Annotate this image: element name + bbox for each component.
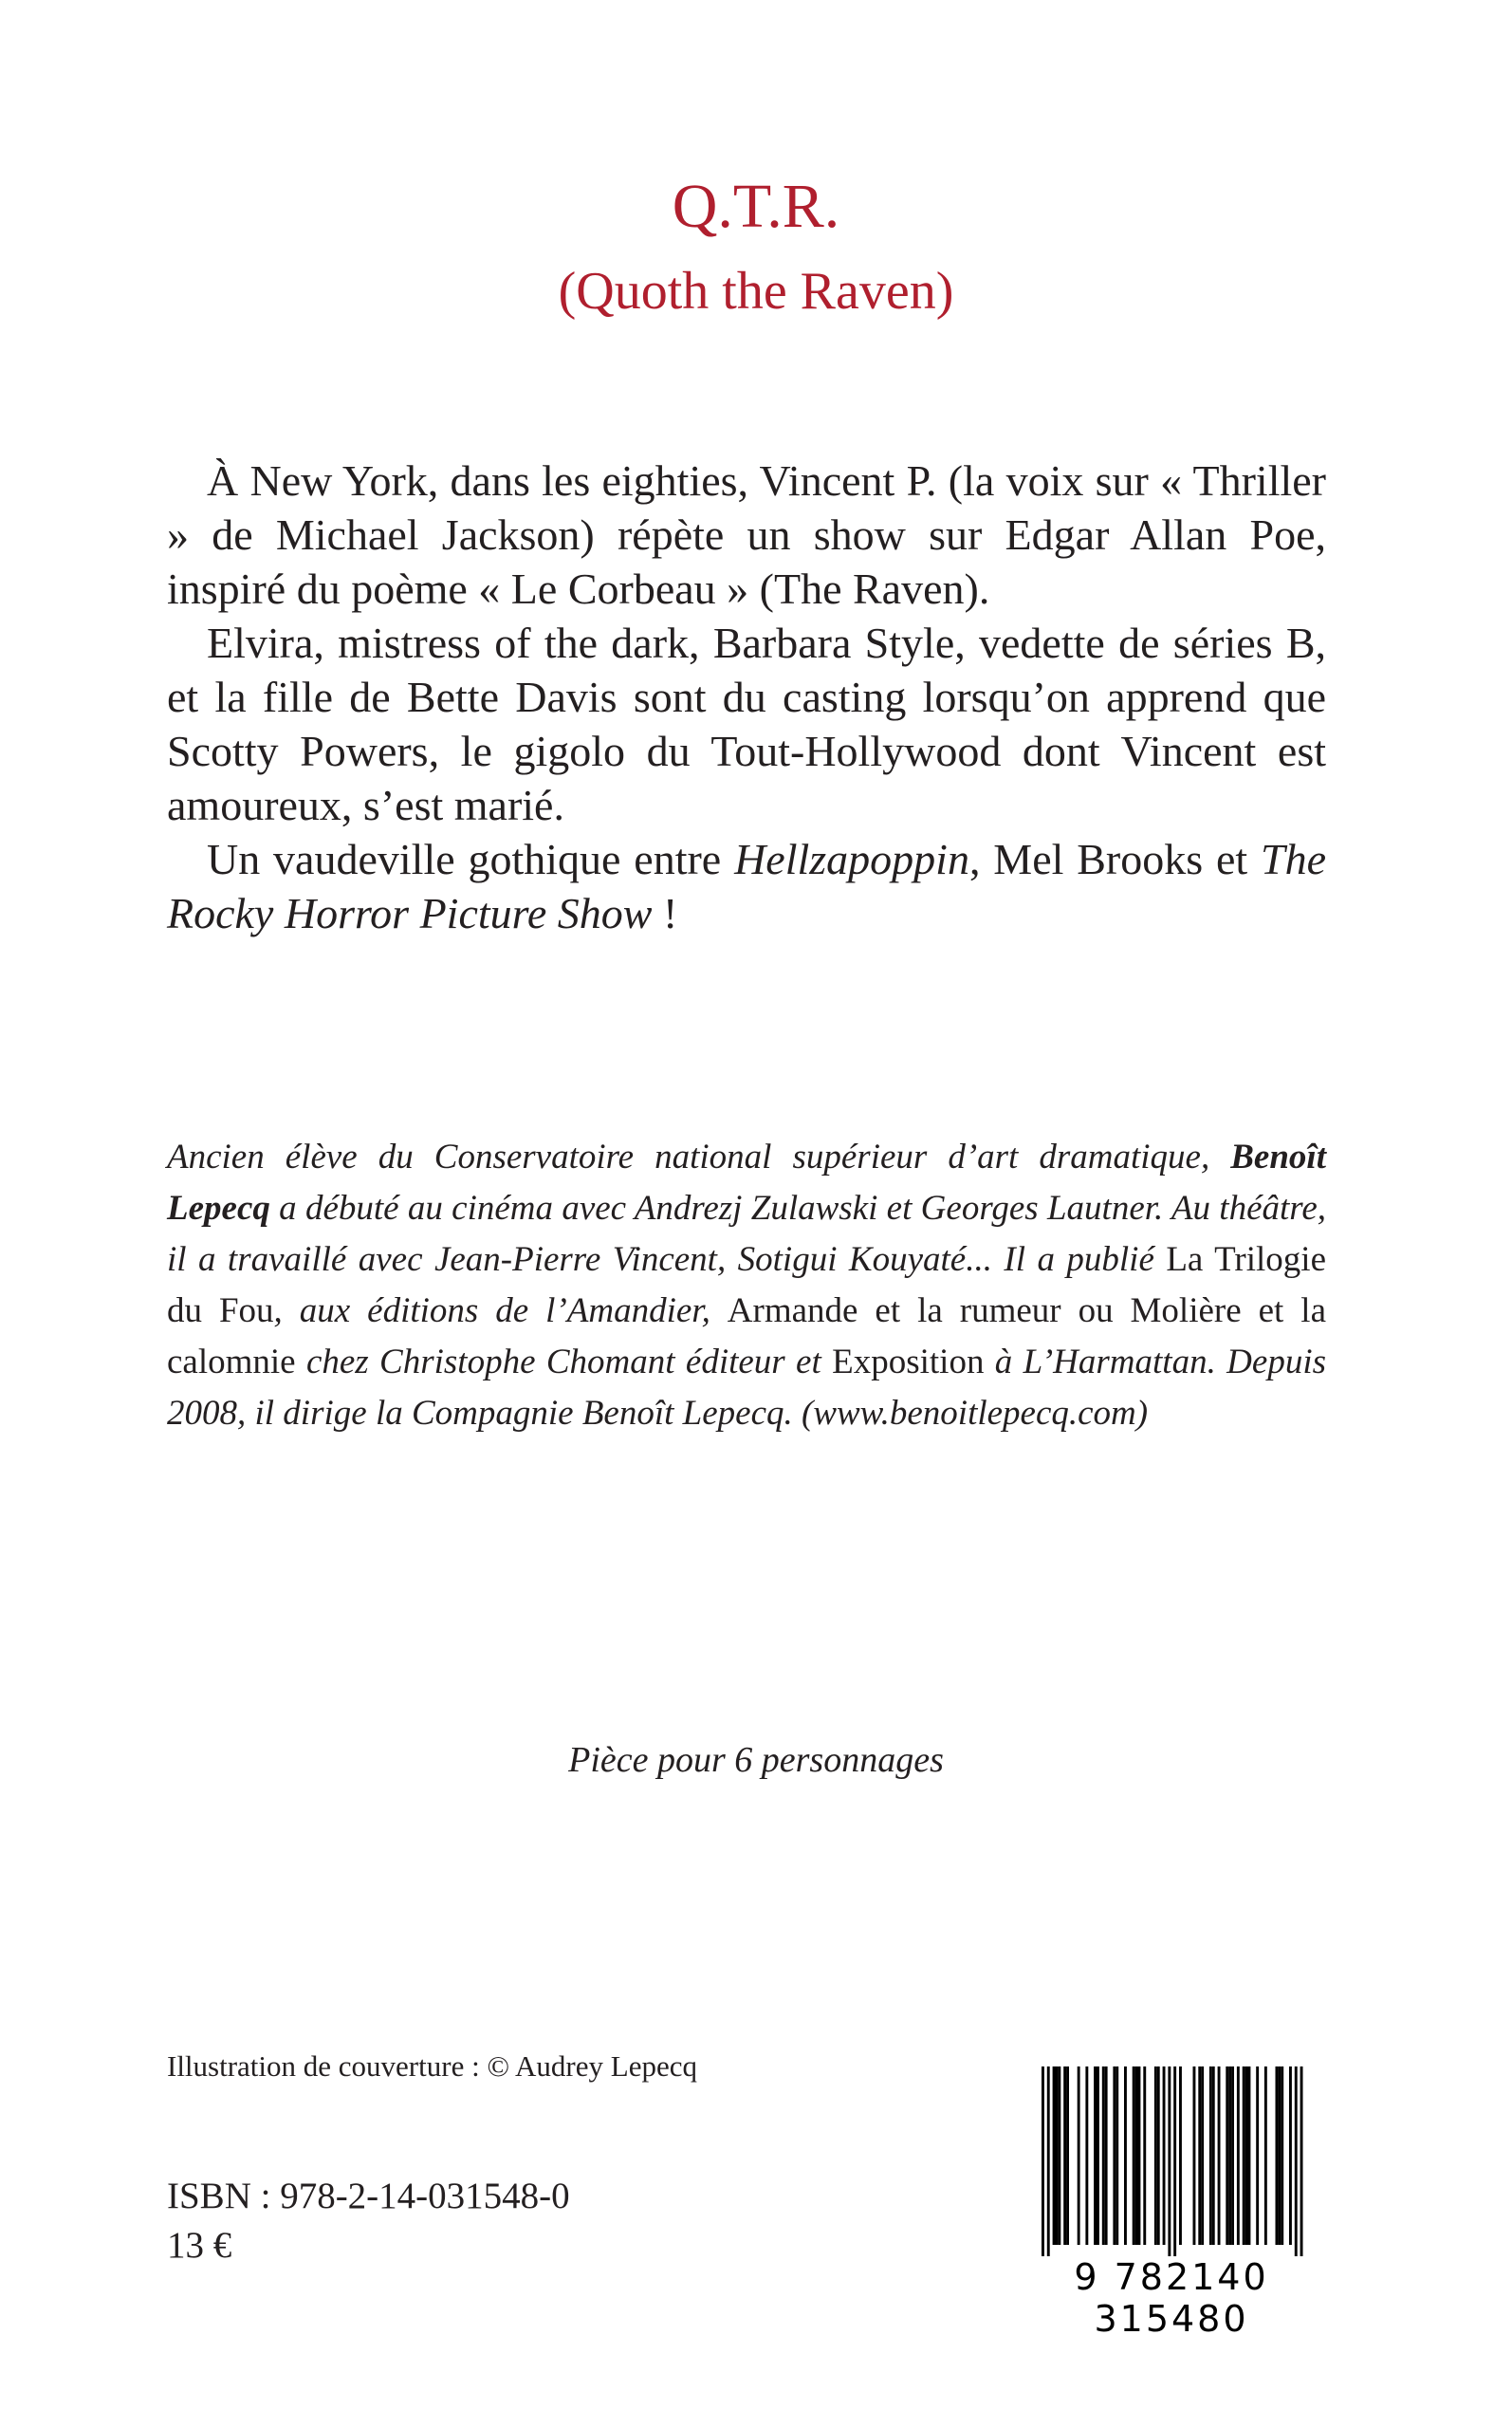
synopsis-paragraph-3	[167, 832, 1326, 940]
synopsis-text: , Mel Brooks et	[968, 835, 1261, 883]
synopsis-text: !	[652, 889, 678, 937]
barcode-bar	[1133, 2066, 1135, 2245]
barcode-bar	[1179, 2066, 1182, 2245]
isbn: ISBN : 978-2-14-031548-0	[167, 2176, 570, 2216]
author-name: Benoît Lepecq	[167, 1138, 1326, 1228]
bio-text: chez Christophe Chomant éditeur et	[295, 1343, 833, 1381]
barcode-bar	[1094, 2066, 1097, 2245]
synopsis	[167, 454, 1326, 940]
barcode-bar	[1289, 2066, 1292, 2245]
barcode-bar	[1300, 2066, 1303, 2256]
barcode-bar	[1281, 2066, 1283, 2245]
bio-text: Ancien élève du Conservatoire national supérieur d’art dramatique,	[167, 1138, 1231, 1177]
barcode-bar	[1042, 2066, 1044, 2256]
price: 13 €	[167, 2225, 232, 2266]
barcode-bar	[1295, 2066, 1298, 2256]
author-bio	[167, 1132, 1326, 1439]
bio-book-title: Exposition	[832, 1343, 985, 1381]
barcode-bar	[1226, 2066, 1228, 2245]
barcode-bar	[1056, 2066, 1059, 2245]
barcode-bar	[1278, 2066, 1281, 2245]
work-title-hellzapoppin: Hellzapoppin	[734, 835, 969, 883]
barcode-digits: 9 782140 315480	[1074, 2256, 1269, 2340]
synopsis-paragraph-1: À New York, dans les eighties, Vincent P. (la voix sur « Thriller » de Michael Jackson) répète un show sur Edgar Allan Poe, inspiré du poème « Le Corbeau » (The Raven).	[167, 456, 1326, 613]
barcode-bar	[1256, 2066, 1259, 2245]
barcode-bar	[1243, 2066, 1245, 2245]
barcode	[1005, 2066, 1337, 2340]
work-title-rocky-horror: The Rocky Horror Picture Show	[167, 835, 1326, 937]
barcode-bar	[1124, 2066, 1127, 2245]
synopsis-paragraph-2: Elvira, mistress of the dark, Barbara Style, vedette de séries B, et la fille de Bette Davis sont du casting lorsqu’on apprend que Scotty Powers, le gigolo du Tout-Hollywood dont Vincent est amoureux, s’est marié.	[167, 619, 1326, 829]
barcode-bar	[1245, 2066, 1248, 2245]
barcode-bar	[1063, 2066, 1066, 2245]
barcode-bar	[1078, 2066, 1080, 2245]
bio-book-title: Armande et la rumeur ou Molière et la calomnie	[167, 1291, 1326, 1381]
barcode-bar	[1157, 2066, 1160, 2245]
barcode-bar	[1237, 2066, 1240, 2245]
barcode-bar	[1154, 2066, 1157, 2245]
barcode-bar	[1105, 2066, 1108, 2245]
barcode-bar	[1212, 2066, 1215, 2245]
barcode-bar	[1102, 2066, 1105, 2245]
synopsis-text: Un vaudeville gothique entre	[207, 835, 735, 883]
barcode-bar	[1163, 2066, 1166, 2245]
bio-text: , aux éditions de l’Amandier,	[273, 1291, 728, 1330]
barcode-bar	[1053, 2066, 1056, 2245]
barcode-bar	[1201, 2066, 1204, 2245]
barcode-bar	[1097, 2066, 1099, 2245]
barcode-bar	[1138, 2066, 1141, 2245]
barcode-bar	[1135, 2066, 1138, 2245]
barcode-bar	[1113, 2066, 1116, 2245]
barcode-bar	[1209, 2066, 1212, 2245]
barcode-bar	[1264, 2066, 1267, 2245]
illustration-credit: Illustration de couverture : © Audrey Lepecq	[167, 2049, 697, 2083]
barcode-bar	[1116, 2066, 1118, 2245]
barcode-bars	[1005, 2066, 1337, 2256]
barcode-bar	[1231, 2066, 1234, 2245]
bio-text: à L’Harmattan. Depuis 2008, il dirige la Compagnie Benoît Lepecq. (www.benoitlepecq.com)	[167, 1343, 1327, 1433]
barcode-bar	[1193, 2066, 1196, 2245]
barcode-bar	[1047, 2066, 1050, 2256]
barcode-bar	[1198, 2066, 1201, 2245]
barcode-bar	[1168, 2066, 1171, 2256]
book-subtitle: (Quoth the Raven)	[558, 262, 954, 321]
barcode-bar	[1248, 2066, 1251, 2245]
barcode-bar	[1173, 2066, 1176, 2256]
barcode-bar	[1143, 2066, 1146, 2245]
book-title: Q.T.R.	[672, 172, 840, 241]
bio-text: a débuté au cinéma avec Andrezj Zulawski et Georges Lautner. Au théâtre, il a travaillé avec Jean-Pierre Vincent, Sotigui Kouyaté... Il a publié	[167, 1189, 1326, 1279]
bio-book-title: La Trilogie du Fou	[167, 1240, 1326, 1330]
barcode-bar	[1066, 2066, 1069, 2245]
barcode-bar	[1085, 2066, 1088, 2245]
barcode-bar	[1058, 2066, 1060, 2245]
cast-note: Pièce pour 6 personnages	[568, 1740, 944, 1780]
barcode-bar	[1218, 2066, 1221, 2245]
barcode-bar	[1228, 2066, 1231, 2245]
barcode-bar	[1276, 2066, 1279, 2245]
